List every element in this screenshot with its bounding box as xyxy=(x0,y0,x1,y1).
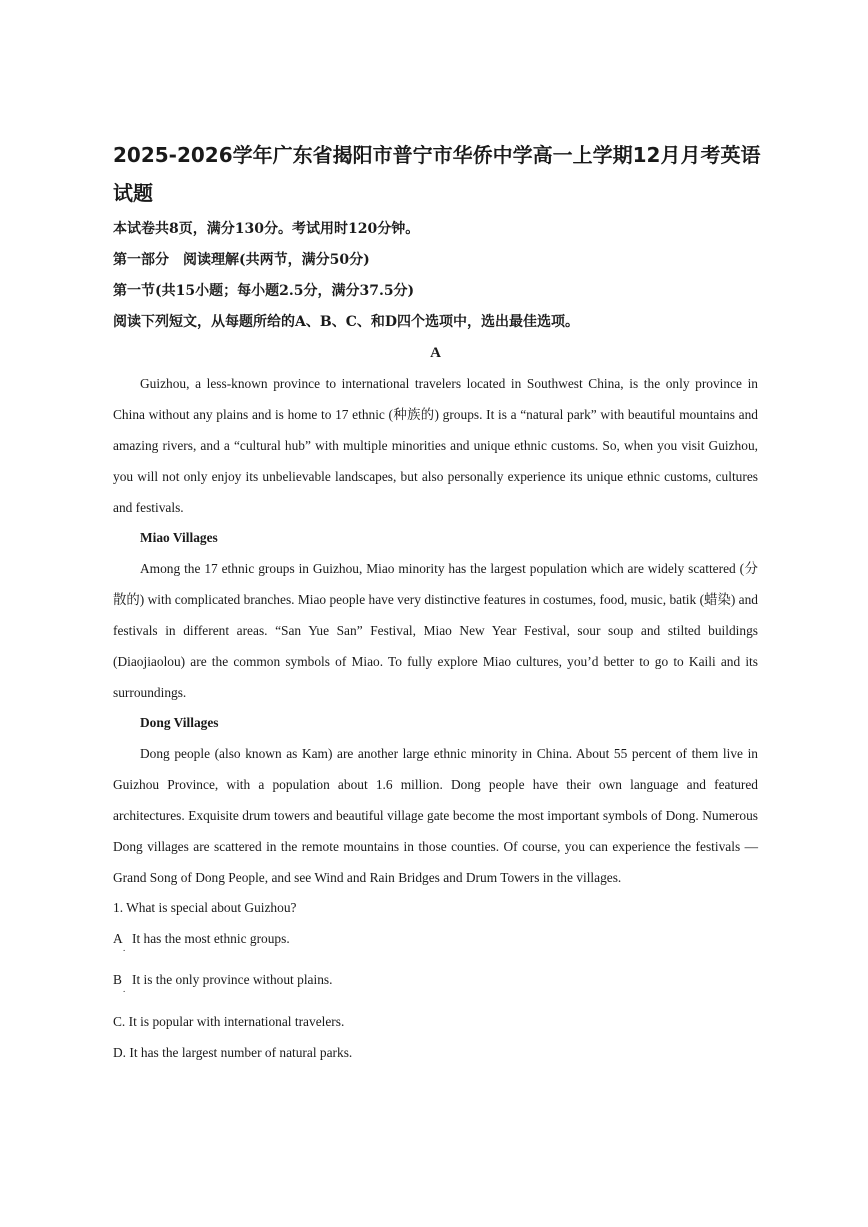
option-c-text: It is popular with international travelers. xyxy=(128,1014,345,1029)
option-a-text: It has the most ethnic groups. xyxy=(132,931,290,946)
option-b xyxy=(113,970,333,994)
miao-paragraph: Among the 17 ethnic groups in Guizhou, Miao minority has the largest population which are widely scattered (分散的) with complicated branches. Miao people have very distinctive features in costumes, food, music, batik (蜡染) and festivals in different areas. “San Yue San” Festival, Miao New Year Festival, sour soup and stilted buildings (Diaojiaolou) are the common symbols of Miao. To fully explore Miao cultures, you’d better to go to Kaili and its surroundings. xyxy=(113,561,758,700)
passage-letter: A xyxy=(430,345,441,361)
option-d-text: It has the largest number of natural parks. xyxy=(129,1045,353,1060)
part-heading: 第一部分 阅读理解(共两节，满分50分) xyxy=(113,252,370,268)
option-b-dot: . xyxy=(123,984,126,994)
subheading-miao-villages: Miao Villages xyxy=(140,530,218,545)
option-b-text: It is the only province without plains. xyxy=(132,972,333,987)
option-b-letter: B xyxy=(113,972,122,987)
option-c-letter: C. xyxy=(113,1014,126,1029)
option-d xyxy=(113,1043,352,1063)
option-c xyxy=(113,1012,344,1032)
exam-title: 2025-2026学年广东省揭阳市普宁市华侨中学高一上学期12月月考英语试题 xyxy=(113,143,761,205)
question-stem: 1. What is special about Guizhou? xyxy=(113,900,297,915)
exam-info-line: 本试卷共8页，满分130分。考试用时120分钟。 xyxy=(113,221,420,237)
option-d-letter: D. xyxy=(113,1045,127,1060)
option-a-dot: . xyxy=(123,943,126,953)
option-a-letter: A xyxy=(113,931,123,946)
section-heading: 第一节(共15小题；每小题2.5分，满分37.5分) xyxy=(113,283,415,299)
option-a xyxy=(113,929,290,953)
passage-intro-paragraph: Guizhou, a less-known province to international travelers located in Southwest China, is the only province in China without any plains and is home to 17 ethnic (种族的) groups. It is a “natural park” with beautiful mountains and amazing rivers, and a “cultural hub” with multiple minorities and unique ethnic customs. So, when you visit Guizhou, you will not only enjoy its unbelievable landscapes, but also personally experience its unique ethnic customs, cultures and festivals. xyxy=(113,376,758,515)
dong-paragraph: Dong people (also known as Kam) are another large ethnic minority in China. About 55 percent of them live in Guizhou Province, with a population about 1.6 million. Dong people have their own language and featured architectures. Exquisite drum towers and beautiful village gate become the most important symbols of Dong. Numerous Dong villages are scattered in the remote mountains in those counties. Of course, you can experience the festivals — Grand Song of Dong People, and see Wind and Rain Bridges and Drum Towers in the villages. xyxy=(113,746,758,885)
subheading-dong-villages: Dong Villages xyxy=(140,715,219,730)
reading-instruction: 阅读下列短文，从每题所给的A、B、C、和D四个选项中，选出最佳选项。 xyxy=(113,314,579,330)
